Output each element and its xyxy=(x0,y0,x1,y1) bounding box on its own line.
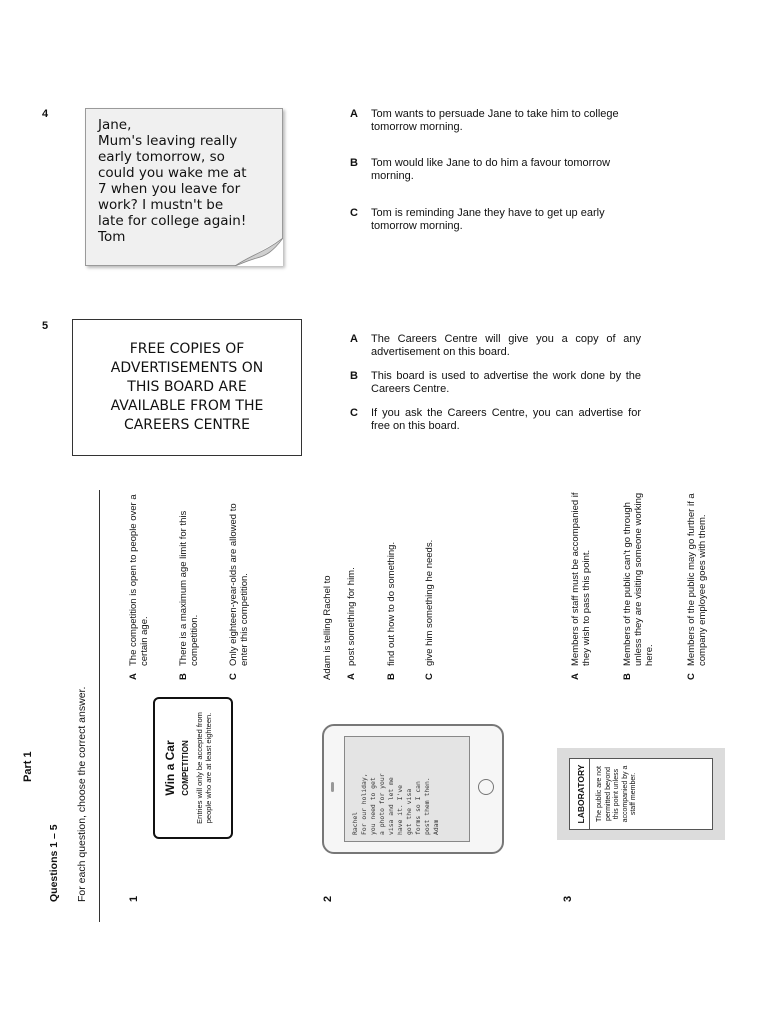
option-2a[interactable] xyxy=(346,485,357,680)
mobile-phone-icon xyxy=(322,724,504,854)
option-1c[interactable] xyxy=(228,485,250,680)
option-text: post something for him. xyxy=(346,567,357,666)
note-text: Jane, Mum's leaving really early tomorrow, so could you wake me at 7 when you leave for work? I mustn't be late for college again! Tom xyxy=(98,117,247,245)
card-text: Entries will only be accepted from people who are at least eighteen. xyxy=(195,712,213,824)
sign-title: LABORATORY xyxy=(576,759,590,829)
text-message: Rachel For our holiday, you need to get a photo for your visa and let me have it. I've got the visa forms so I can post them then. Adam xyxy=(351,773,440,835)
option-letter: B xyxy=(350,370,358,382)
option-letter: C xyxy=(424,673,435,680)
option-text: Members of the public may go further if a company employee goes with them. xyxy=(686,493,708,666)
option-3b[interactable] xyxy=(622,490,655,680)
question-number-5: 5 xyxy=(42,320,49,332)
option-4b[interactable] xyxy=(350,157,650,183)
question-number-1: 1 xyxy=(128,895,140,902)
option-letter: A xyxy=(350,333,358,345)
option-text: give him something he needs. xyxy=(424,539,435,666)
option-1a[interactable] xyxy=(128,485,150,680)
option-5c[interactable] xyxy=(350,407,641,433)
option-2b[interactable] xyxy=(386,485,397,680)
question-number-2: 2 xyxy=(322,895,334,902)
option-text: There is a maximum age limit for this competition. xyxy=(178,510,200,666)
option-text: Tom would like Jane to do him a favour tomorrow morning. xyxy=(371,157,611,182)
phone-home-button-icon xyxy=(478,779,494,795)
option-letter: C xyxy=(350,207,358,219)
careers-board-notice xyxy=(72,319,302,456)
option-5a[interactable] xyxy=(350,333,641,359)
option-letter: A xyxy=(570,673,581,680)
option-letter: C xyxy=(350,407,358,419)
option-text: Tom wants to persuade Jane to take him to college tomorrow morning. xyxy=(371,108,619,133)
option-letter: B xyxy=(386,673,397,680)
phone-speaker-icon xyxy=(331,782,334,792)
question-2-stem: Adam is telling Rachel to xyxy=(322,575,333,680)
laboratory-sign xyxy=(569,758,713,830)
questions-heading: Questions 1 – 5 xyxy=(48,824,60,902)
option-letter: A xyxy=(350,108,358,120)
question-number-4: 4 xyxy=(42,108,49,120)
option-3a[interactable] xyxy=(570,490,592,680)
option-text: This board is used to advertise the work done by the Careers Centre. xyxy=(371,370,641,395)
option-1b[interactable] xyxy=(178,485,200,680)
option-text: The Careers Centre will give you a copy of any advertisement on this board. xyxy=(371,333,641,358)
option-letter: A xyxy=(346,673,357,680)
sign-text: The public are not permitted beyond this point unless accompanied by a staff member. xyxy=(596,765,637,823)
option-letter: C xyxy=(686,673,697,680)
option-letter: B xyxy=(350,157,358,169)
option-5b[interactable] xyxy=(350,370,641,396)
option-text: If you ask the Careers Centre, you can advertise for free on this board. xyxy=(371,407,641,432)
option-text: Members of the public can't go through unless they are visiting someone working here. xyxy=(622,492,655,666)
laboratory-sign-photo xyxy=(557,748,725,840)
question-number-3: 3 xyxy=(562,895,574,902)
option-letter: A xyxy=(128,673,139,680)
option-3c[interactable] xyxy=(686,490,708,680)
part1-rotated-section xyxy=(0,490,768,922)
page-curl-icon xyxy=(235,238,283,266)
option-text: Tom is reminding Jane they have to get up early tomorrow morning. xyxy=(371,207,605,232)
option-letter: B xyxy=(622,673,633,680)
option-4a[interactable] xyxy=(350,108,650,134)
option-letter: B xyxy=(178,673,189,680)
competition-card xyxy=(153,697,233,839)
option-letter: C xyxy=(228,673,239,680)
option-text: Members of staff must be accompanied if they wish to pass this point. xyxy=(570,492,592,666)
option-text: find out how to do something. xyxy=(386,541,397,666)
option-4c[interactable] xyxy=(350,207,650,233)
instruction-text: For each question, choose the correct answer. xyxy=(76,686,88,902)
card-title: Win a Car xyxy=(163,740,177,796)
section-divider xyxy=(99,490,100,922)
option-2c[interactable] xyxy=(424,485,435,680)
board-text: FREE COPIES OF ADVERTISEMENTS ON THIS BOARD ARE AVAILABLE FROM THE CAREERS CENTRE xyxy=(110,341,264,433)
phone-screen xyxy=(344,736,470,842)
note-from-tom xyxy=(85,108,283,266)
option-text: Only eighteen-year-olds are allowed to enter this competition. xyxy=(228,503,250,666)
card-subtitle: COMPETITION xyxy=(181,740,190,796)
part-label: Part 1 xyxy=(22,751,34,782)
option-text: The competition is open to people over a certain age. xyxy=(128,494,150,666)
